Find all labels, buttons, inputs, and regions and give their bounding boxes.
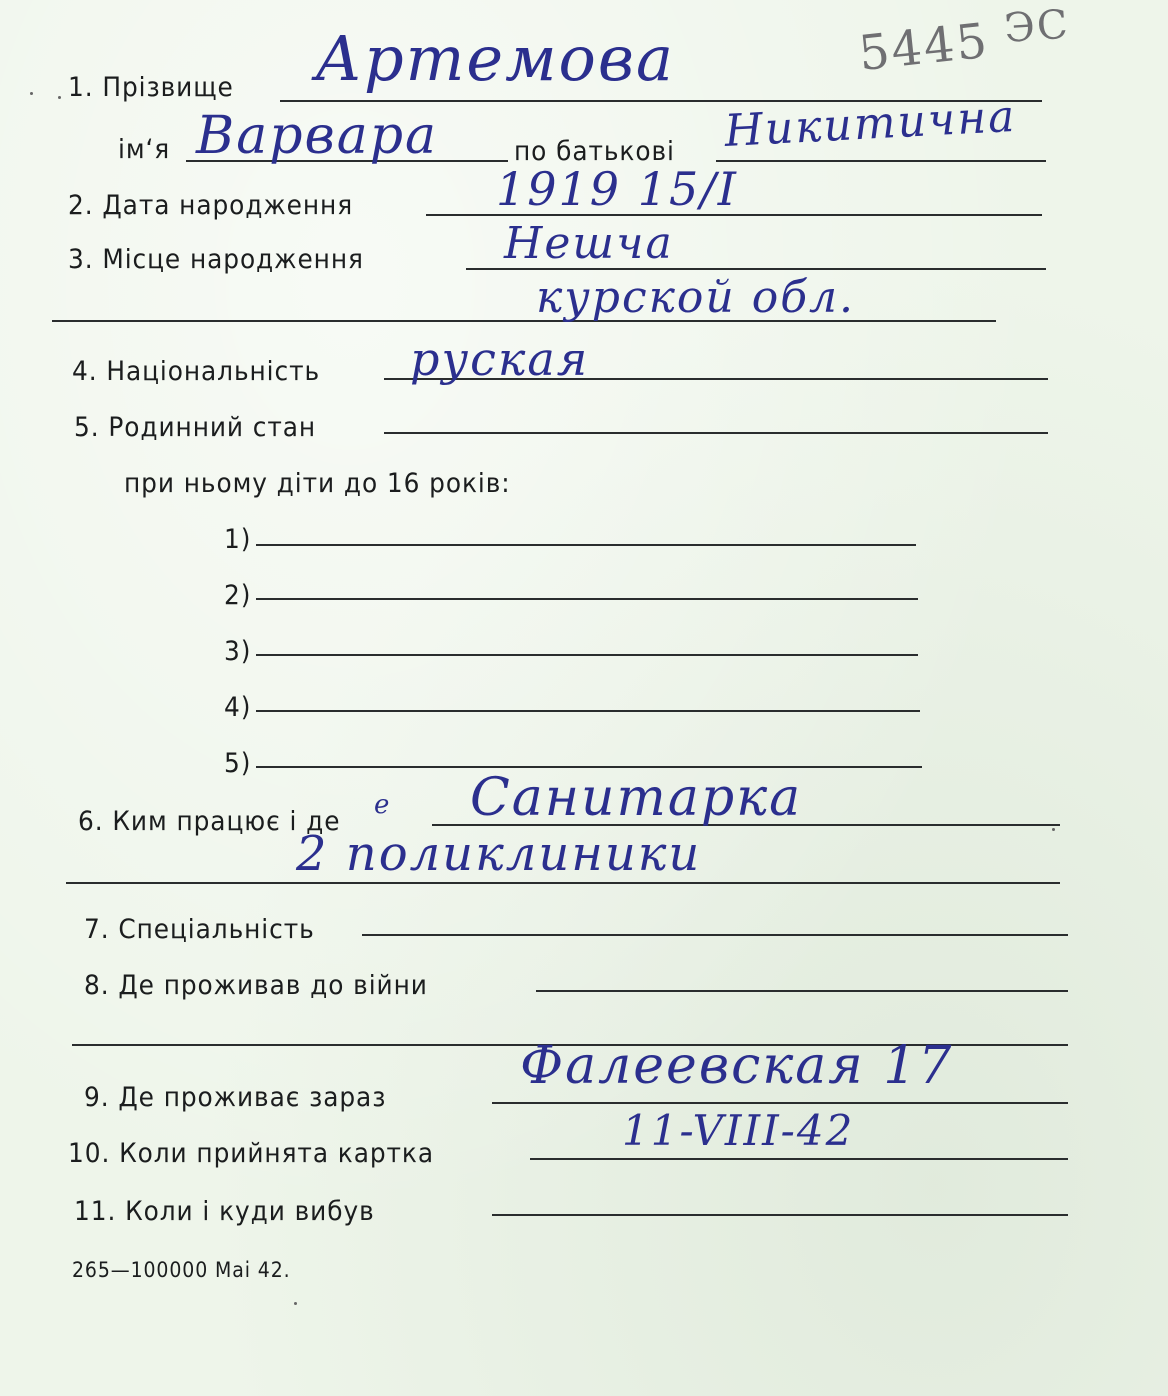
label-child-4: 4) (224, 692, 252, 723)
label-current-residence: 9. Де проживає зараз (84, 1082, 387, 1113)
label-prewar-residence: 8. Де проживав до війни (84, 970, 428, 1001)
label-nationality: 4. Національність (72, 356, 321, 387)
value-work-line1: Санитарка (470, 768, 803, 828)
card-number: 5445 (856, 12, 992, 82)
print-info: 265—100000 Mai 42. (72, 1258, 291, 1282)
line-child-2 (256, 598, 918, 600)
value-current-residence: Фалеевская 17 (520, 1036, 954, 1096)
label-marital-status: 5. Родинний стан (74, 412, 317, 443)
line-child-3 (256, 654, 918, 656)
label-child-3: 3) (224, 636, 252, 667)
value-birth-place-line1: Нешча (504, 218, 674, 269)
line-prewar-residence (536, 990, 1068, 992)
paper-speck (30, 92, 33, 95)
value-card-accepted: 11-VIII-42 (622, 1106, 855, 1155)
label-departed: 11. Коли і куди вибув (74, 1196, 375, 1227)
line-child-4 (256, 710, 920, 712)
label-birth-place: 3. Місце народження (68, 244, 364, 275)
label-surname: 1. Прізвище (68, 72, 234, 103)
paper-speck (294, 1302, 297, 1305)
label-patronymic: по батькові (514, 136, 675, 167)
card-number-suffix: ЭС (1002, 1, 1072, 53)
value-birth-place-line2: курской обл. (536, 272, 856, 323)
label-first-name: ім‘я (118, 134, 171, 165)
line-child-1 (256, 544, 916, 546)
label-card-accepted: 10. Коли прийнята картка (68, 1138, 434, 1169)
label-birth-date: 2. Дата народження (68, 190, 354, 221)
line-card-accepted (530, 1158, 1068, 1160)
line-current-residence (492, 1102, 1068, 1104)
line-patronymic (716, 160, 1046, 162)
label-work: 6. Ким працює і де (78, 806, 341, 837)
label-child-2: 2) (224, 580, 252, 611)
line-work-2 (66, 882, 1060, 884)
value-work-superscript: е (374, 790, 392, 820)
value-birth-date: 1919 15/I (496, 162, 738, 216)
label-children: при ньому діти до 16 років: (124, 468, 511, 499)
value-patronymic: Никитична (723, 90, 1018, 157)
value-first-name: Варвара (196, 106, 439, 166)
paper-speck (58, 96, 61, 99)
value-nationality: руская (410, 332, 590, 386)
value-work-line2: 2 поликлиники (296, 826, 702, 882)
label-specialty: 7. Спеціальність (84, 914, 315, 945)
label-child-1: 1) (224, 524, 252, 555)
paper-speck (1052, 828, 1055, 831)
line-marital-status (384, 432, 1048, 434)
line-specialty (362, 934, 1068, 936)
label-child-5: 5) (224, 748, 252, 779)
value-surname: Артемова (315, 22, 675, 95)
line-departed (492, 1214, 1068, 1216)
